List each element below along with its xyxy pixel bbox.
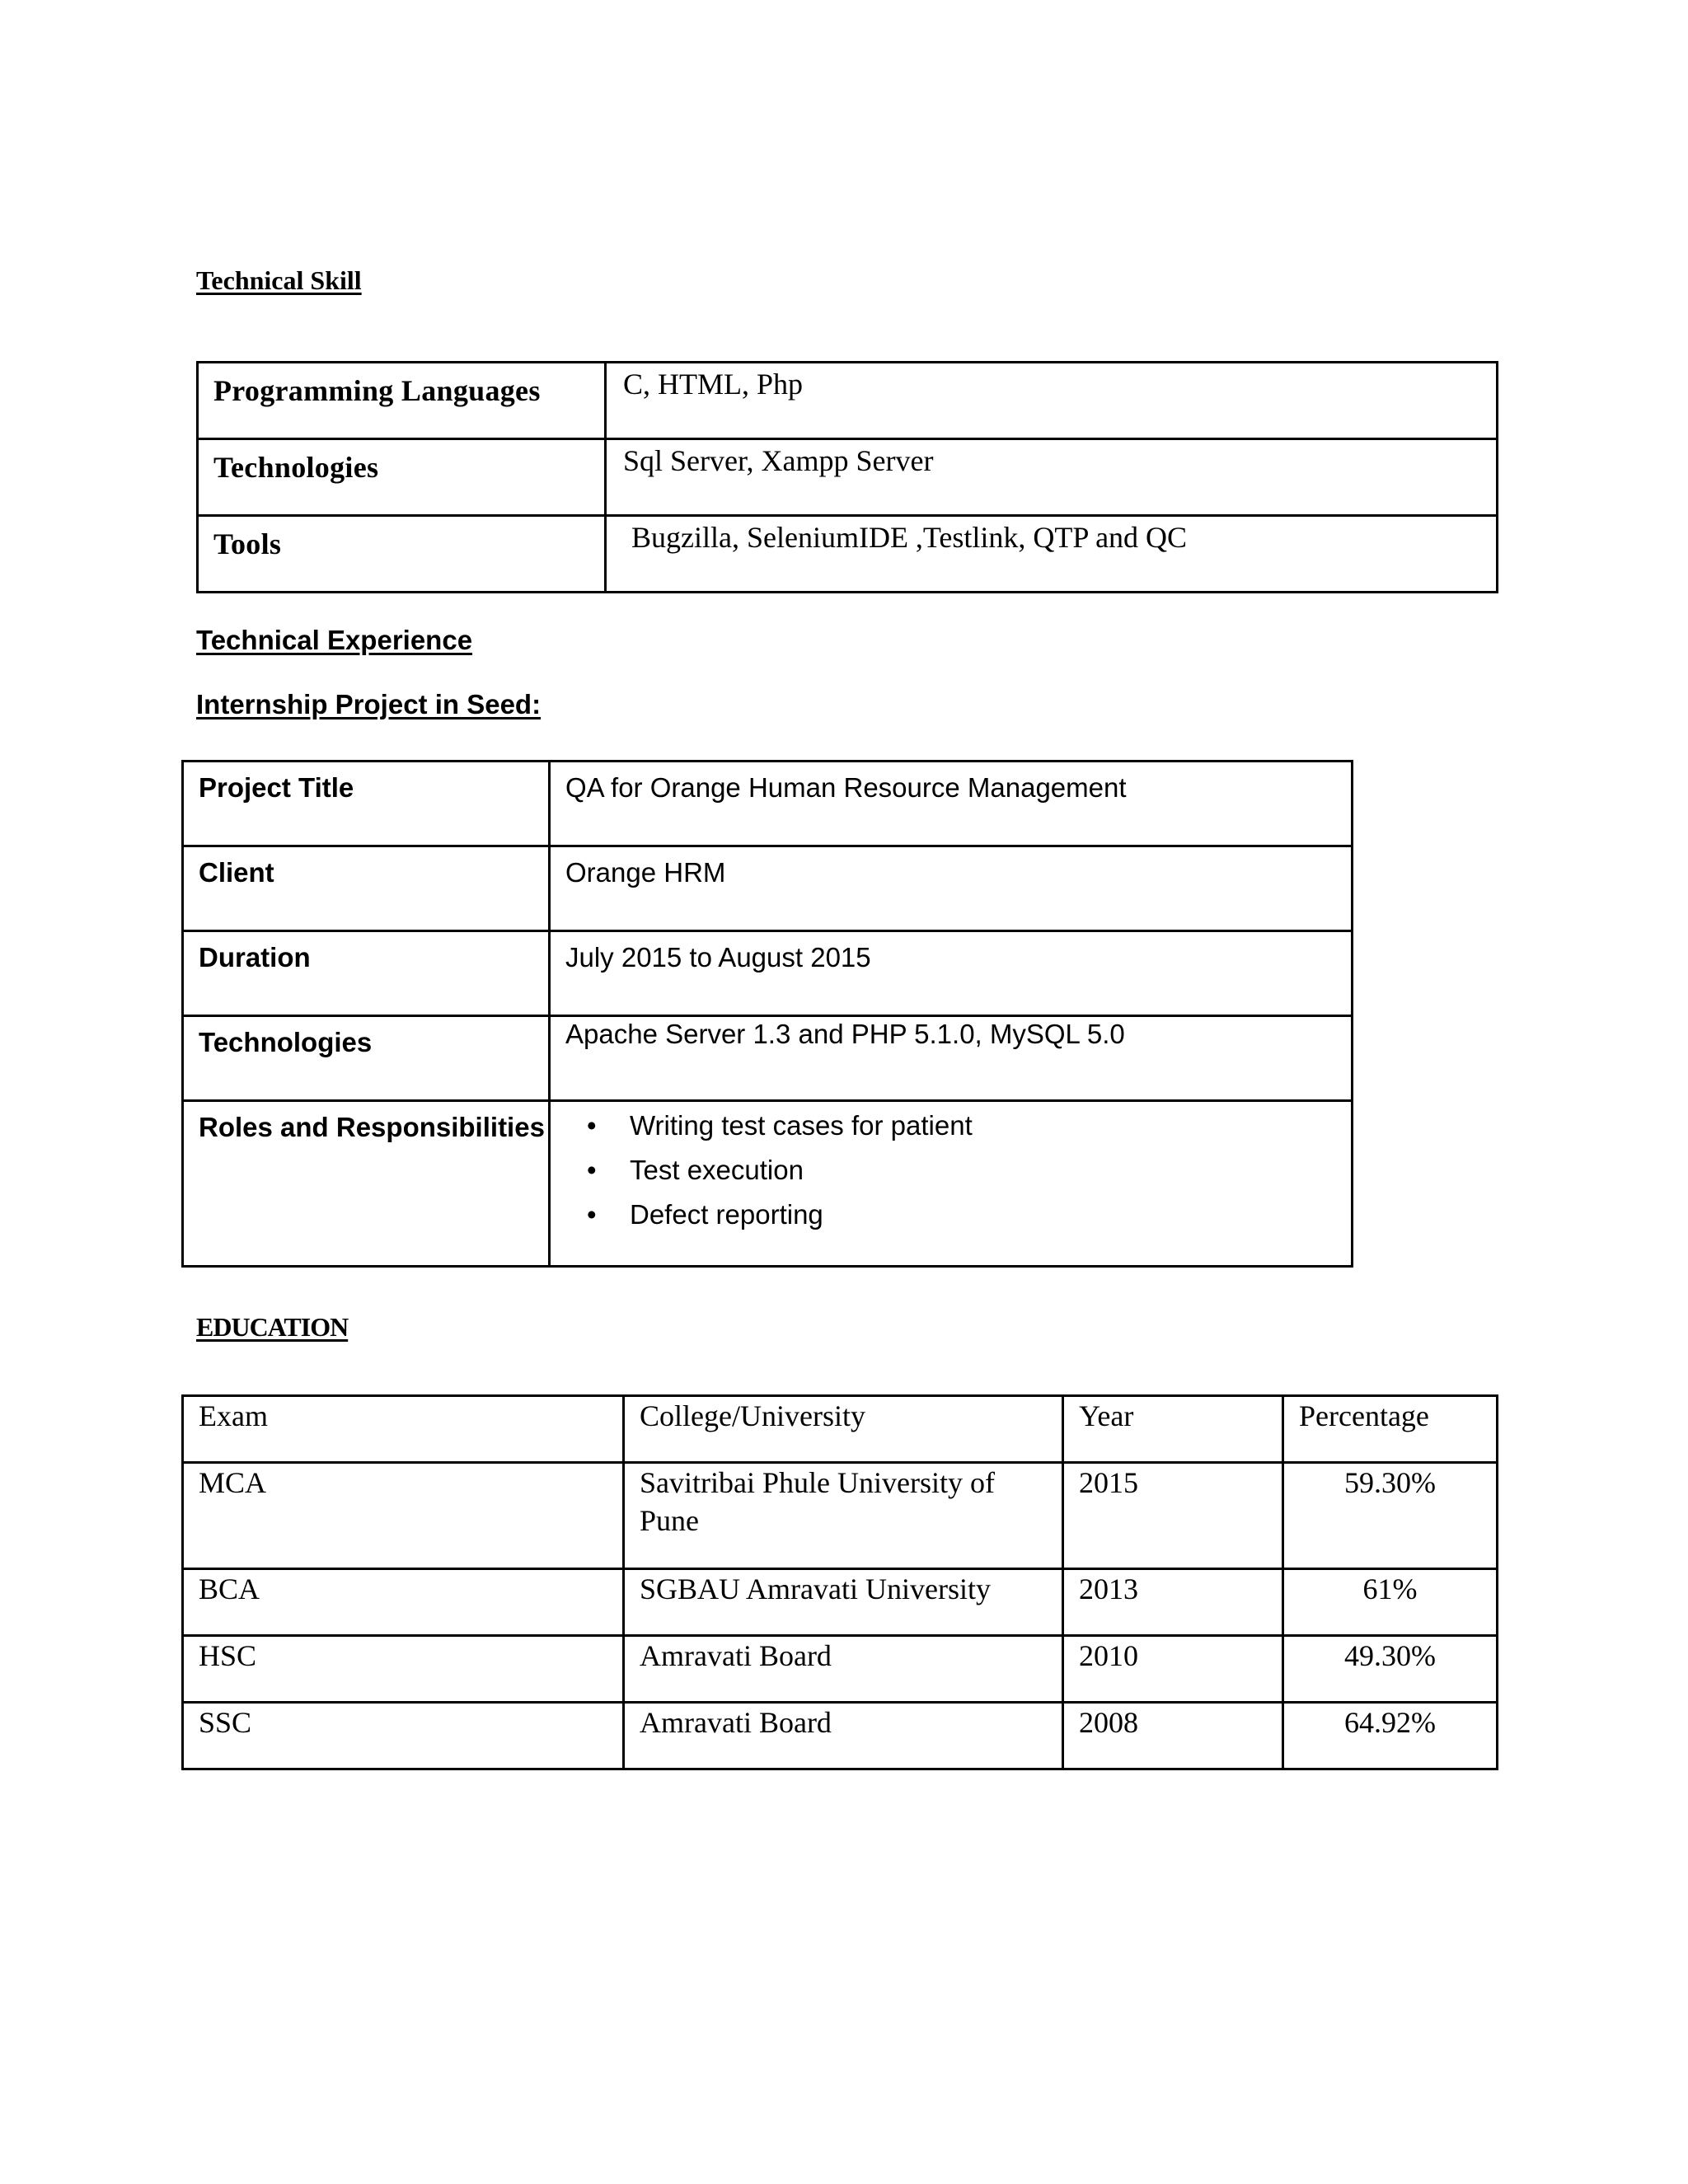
list-item <box>587 1193 1351 1237</box>
cell-text: 2010 <box>1079 1639 1138 1672</box>
cell-text: 64.92% <box>1344 1706 1436 1739</box>
table-row <box>198 363 1498 439</box>
roles-list <box>565 1104 1351 1237</box>
cell-text: BCA <box>199 1572 260 1605</box>
project-label: Client <box>183 846 550 931</box>
year-cell <box>1063 1569 1283 1636</box>
cell-text: 59.30% <box>1344 1466 1436 1499</box>
list-item <box>587 1104 1351 1148</box>
project-label: Technologies <box>183 1016 550 1101</box>
cell-text: 2008 <box>1079 1706 1138 1739</box>
table-row <box>183 1463 1498 1569</box>
skill-label: Programming Languages <box>198 363 606 439</box>
table-row <box>183 1636 1498 1703</box>
header-text: Percentage <box>1299 1399 1429 1432</box>
technical-skill-table <box>196 361 1498 593</box>
college-cell <box>624 1636 1063 1703</box>
percentage-cell <box>1283 1703 1498 1769</box>
table-row <box>183 931 1353 1016</box>
education-heading: EDUCATION <box>196 1312 349 1342</box>
college-cell <box>624 1463 1063 1569</box>
cell-text: 2015 <box>1079 1466 1138 1499</box>
bullet-icon: • <box>587 1110 597 1141</box>
table-row <box>183 762 1353 846</box>
project-label: Roles and Responsibilities <box>183 1101 550 1267</box>
roles-cell <box>550 1101 1353 1267</box>
exam-cell <box>183 1463 624 1569</box>
cell-text: Amravati Board <box>640 1639 832 1672</box>
year-cell <box>1063 1463 1283 1569</box>
cell-text: Savitribai Phule University of Pune <box>640 1466 995 1537</box>
cell-text: MCA <box>199 1466 267 1499</box>
column-header <box>1063 1396 1283 1463</box>
education-table <box>181 1394 1498 1770</box>
column-header <box>624 1396 1063 1463</box>
percentage-cell <box>1283 1463 1498 1569</box>
header-text: Year <box>1079 1399 1134 1432</box>
cell-text: 2013 <box>1079 1572 1138 1605</box>
column-header <box>1283 1396 1498 1463</box>
skill-value: C, HTML, Php <box>606 363 1498 439</box>
skill-label: Technologies <box>198 439 606 516</box>
project-value: QA for Orange Human Resource Management <box>550 762 1353 846</box>
project-value: Orange HRM <box>550 846 1353 931</box>
technical-experience-heading: Technical Experience <box>196 625 473 655</box>
cell-text: 49.30% <box>1344 1639 1436 1672</box>
header-text: College/University <box>640 1399 865 1432</box>
year-cell <box>1063 1636 1283 1703</box>
college-cell <box>624 1569 1063 1636</box>
percentage-cell <box>1283 1569 1498 1636</box>
project-label: Duration <box>183 931 550 1016</box>
cell-text: Amravati Board <box>640 1706 832 1739</box>
exam-cell <box>183 1569 624 1636</box>
project-value: July 2015 to August 2015 <box>550 931 1353 1016</box>
project-label: Project Title <box>183 762 550 846</box>
bullet-icon: • <box>587 1155 597 1185</box>
table-row <box>183 846 1353 931</box>
table-row <box>198 439 1498 516</box>
table-row <box>183 1101 1353 1267</box>
table-row <box>183 1569 1498 1636</box>
column-header <box>183 1396 624 1463</box>
header-text: Exam <box>199 1399 268 1432</box>
cell-text: 61% <box>1362 1572 1418 1605</box>
internship-subheading: Internship Project in Seed: <box>196 689 542 719</box>
list-item-text: Defect reporting <box>630 1199 823 1230</box>
skill-value: Sql Server, Xampp Server <box>606 439 1498 516</box>
cell-text: SGBAU Amravati University <box>640 1572 991 1605</box>
table-row <box>198 516 1498 593</box>
table-row <box>183 1016 1353 1101</box>
exam-cell <box>183 1636 624 1703</box>
list-item-text: Writing test cases for patient <box>630 1110 973 1141</box>
cell-text: SSC <box>199 1706 252 1739</box>
percentage-cell <box>1283 1636 1498 1703</box>
project-table <box>181 760 1353 1268</box>
college-cell <box>624 1703 1063 1769</box>
technical-skill-heading: Technical Skill <box>196 265 362 295</box>
bullet-icon: • <box>587 1199 597 1230</box>
cell-text: HSC <box>199 1639 257 1672</box>
exam-cell <box>183 1703 624 1769</box>
list-item <box>587 1148 1351 1193</box>
table-header-row <box>183 1396 1498 1463</box>
skill-label: Tools <box>198 516 606 593</box>
list-item-text: Test execution <box>630 1155 804 1185</box>
year-cell <box>1063 1703 1283 1769</box>
skill-value: Bugzilla, SeleniumIDE ,Testlink, QTP and QC <box>606 516 1498 593</box>
project-value: Apache Server 1.3 and PHP 5.1.0, MySQL 5.0 <box>550 1016 1353 1101</box>
table-row <box>183 1703 1498 1769</box>
